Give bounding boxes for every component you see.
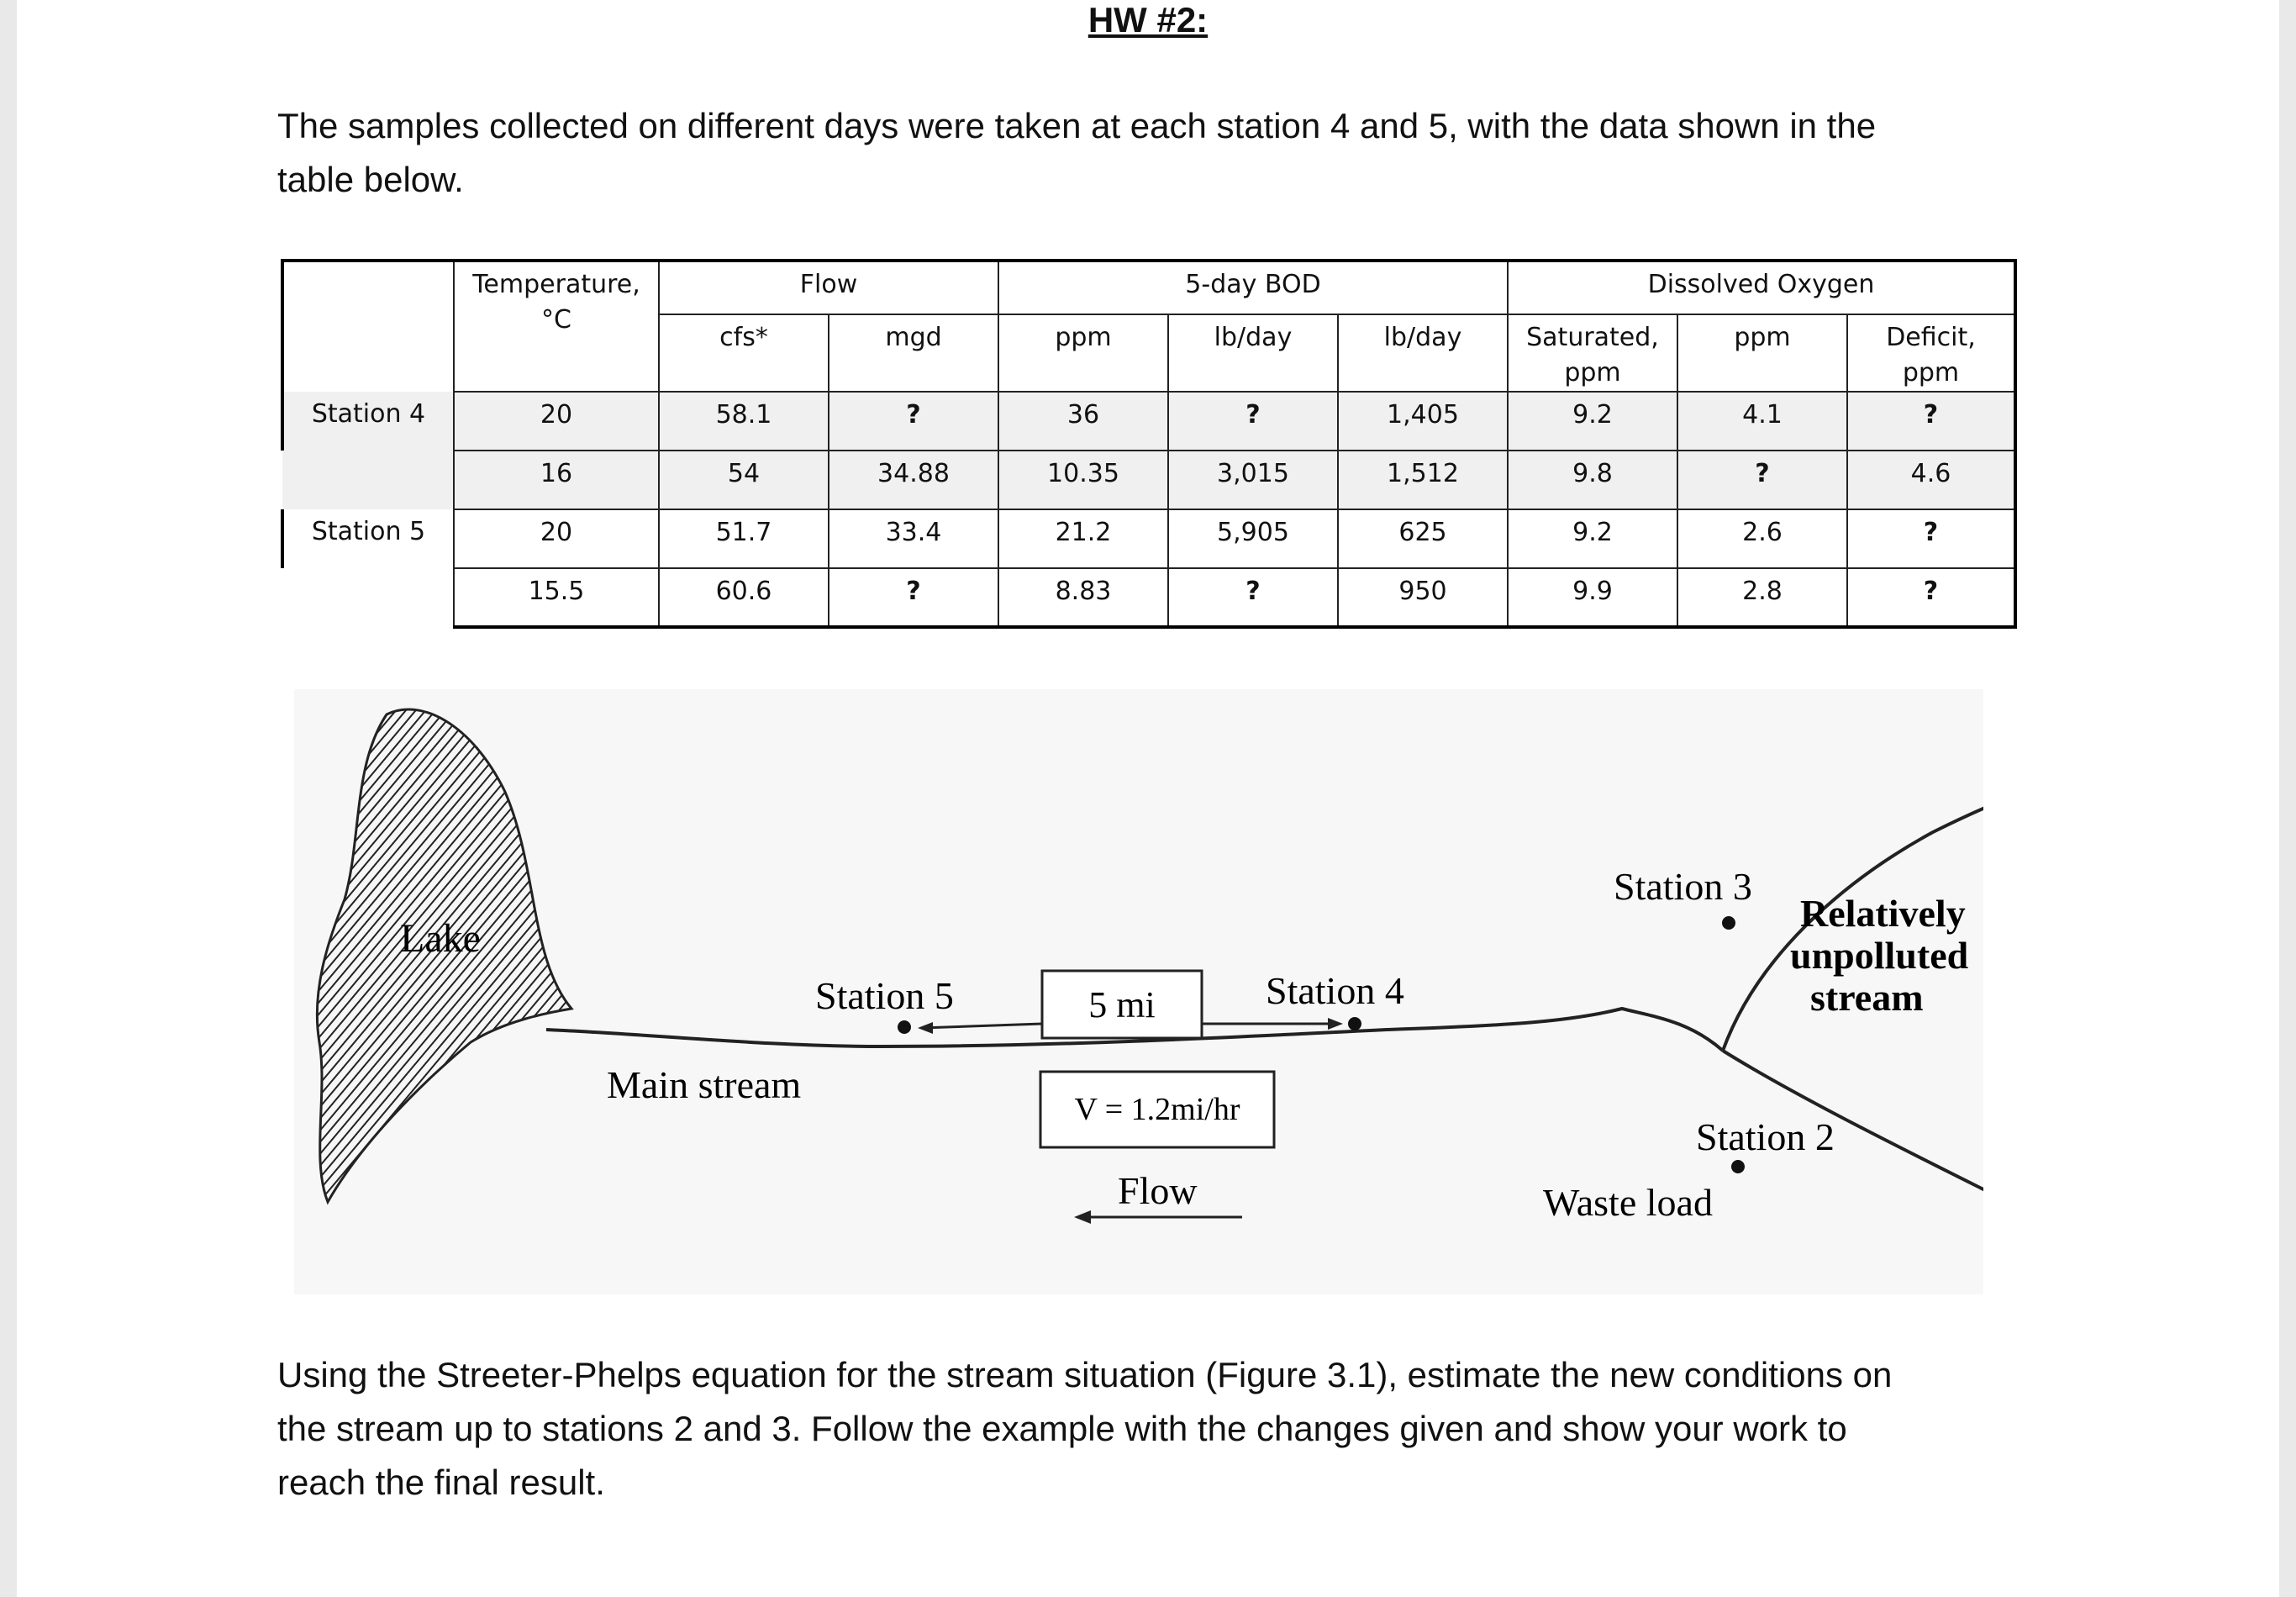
temperature-unit: °C <box>541 305 571 335</box>
cell-do: ? <box>1677 451 1847 509</box>
page-title: HW #2: <box>1087 0 1209 40</box>
cell-saturated: 9.9 <box>1508 568 1677 627</box>
subheader-lbday-1: lb/day <box>1168 314 1338 392</box>
cell-do: 2.6 <box>1677 509 1847 568</box>
header-flow: Flow <box>659 261 998 314</box>
cell-ppm: 8.83 <box>998 568 1168 627</box>
document-page <box>17 0 2279 1597</box>
subheader-saturated <box>1508 314 1677 392</box>
deficit-unit: ppm <box>1902 358 1960 387</box>
velocity-label: V = 1.2mi/hr <box>1074 1092 1240 1127</box>
cell-saturated: 9.2 <box>1508 392 1677 451</box>
cell-temp: 16 <box>454 451 659 509</box>
station-4-marker <box>1348 1017 1361 1030</box>
cell-lbday-2: 1,512 <box>1338 451 1508 509</box>
header-temperature <box>454 261 659 392</box>
waste-load-label: Waste load <box>1543 1181 1713 1224</box>
cell-do: 2.8 <box>1677 568 1847 627</box>
table-row <box>282 509 2015 568</box>
intro-paragraph <box>277 99 2084 207</box>
closing-line-1: Using the Streeter-Phelps equation for the stream situation (Figure 3.1), estimate the new conditions on <box>277 1355 1893 1394</box>
cell-deficit: ? <box>1847 509 2015 568</box>
cell-cfs: 60.6 <box>659 568 829 627</box>
cell-lbday-2: 950 <box>1338 568 1508 627</box>
subheader-deficit <box>1847 314 2015 392</box>
lake-label: Lake <box>400 916 481 961</box>
cell-deficit: ? <box>1847 392 2015 451</box>
cell-lbday-1: 5,905 <box>1168 509 1338 568</box>
header-bod: 5-day BOD <box>998 261 1508 314</box>
cell-saturated: 9.2 <box>1508 509 1677 568</box>
table-row <box>282 451 2015 509</box>
cell-saturated: 9.8 <box>1508 451 1677 509</box>
cell-ppm: 36 <box>998 392 1168 451</box>
cell-cfs: 58.1 <box>659 392 829 451</box>
main-stream-label: Main stream <box>607 1063 802 1106</box>
cell-lbday-2: 625 <box>1338 509 1508 568</box>
station-5-label: Station 5 <box>815 974 954 1017</box>
cell-ppm: 21.2 <box>998 509 1168 568</box>
subheader-lbday-2: lb/day <box>1338 314 1508 392</box>
cell-lbday-1: 3,015 <box>1168 451 1338 509</box>
cell-ppm: 10.35 <box>998 451 1168 509</box>
subheader-cfs: cfs* <box>659 314 829 392</box>
intro-line-1: The samples collected on different days were taken at each station 4 and 5, with the data shown in the <box>277 106 1877 145</box>
cell-mgd: 34.88 <box>829 451 998 509</box>
cell-temp: 15.5 <box>454 568 659 627</box>
header-do: Dissolved Oxygen <box>1508 261 2015 314</box>
flow-label: Flow <box>1118 1169 1198 1212</box>
saturated-label: Saturated, <box>1526 323 1659 352</box>
station-label: Station 5 <box>282 509 454 568</box>
cell-temp: 20 <box>454 392 659 451</box>
station-label <box>282 451 454 509</box>
intro-line-2: table below. <box>277 160 464 199</box>
cell-cfs: 54 <box>659 451 829 509</box>
cell-lbday-1: ? <box>1168 392 1338 451</box>
unpolluted-label: unpolluted <box>1790 934 1969 977</box>
cell-mgd: ? <box>829 392 998 451</box>
station-3-label: Station 3 <box>1614 865 1752 908</box>
data-table <box>281 259 2017 629</box>
temperature-label: Temperature, <box>472 270 640 299</box>
station-2-label: Station 2 <box>1696 1115 1835 1158</box>
closing-paragraph <box>277 1348 2084 1510</box>
cell-lbday-1: ? <box>1168 568 1338 627</box>
station-5-marker <box>898 1020 911 1034</box>
distance-label: 5 mi <box>1088 984 1156 1025</box>
closing-line-2: the stream up to stations 2 and 3. Follow the example with the changes given and show your work to <box>277 1409 1847 1448</box>
cell-lbday-2: 1,405 <box>1338 392 1508 451</box>
table-row <box>282 392 2015 451</box>
cell-temp: 20 <box>454 509 659 568</box>
station-label: Station 4 <box>282 392 454 451</box>
cell-cfs: 51.7 <box>659 509 829 568</box>
corner-cell <box>282 261 454 392</box>
stream-figure <box>294 689 1983 1294</box>
saturated-unit: ppm <box>1564 358 1621 387</box>
table-row <box>282 568 2015 627</box>
subheader-ppm: ppm <box>998 314 1168 392</box>
station-4-label: Station 4 <box>1266 969 1404 1012</box>
station-2-marker <box>1731 1160 1745 1173</box>
subheader-mgd: mgd <box>829 314 998 392</box>
station-label <box>282 568 454 627</box>
station-3-marker <box>1722 916 1735 930</box>
cell-mgd: 33.4 <box>829 509 998 568</box>
subheader-do-ppm: ppm <box>1677 314 1847 392</box>
cell-deficit: 4.6 <box>1847 451 2015 509</box>
stream-label: stream <box>1810 976 1924 1019</box>
cell-deficit: ? <box>1847 568 2015 627</box>
deficit-label: Deficit, <box>1886 323 1976 352</box>
closing-line-3: reach the final result. <box>277 1463 605 1502</box>
relatively-label: Relatively <box>1800 892 1966 935</box>
cell-do: 4.1 <box>1677 392 1847 451</box>
cell-mgd: ? <box>829 568 998 627</box>
